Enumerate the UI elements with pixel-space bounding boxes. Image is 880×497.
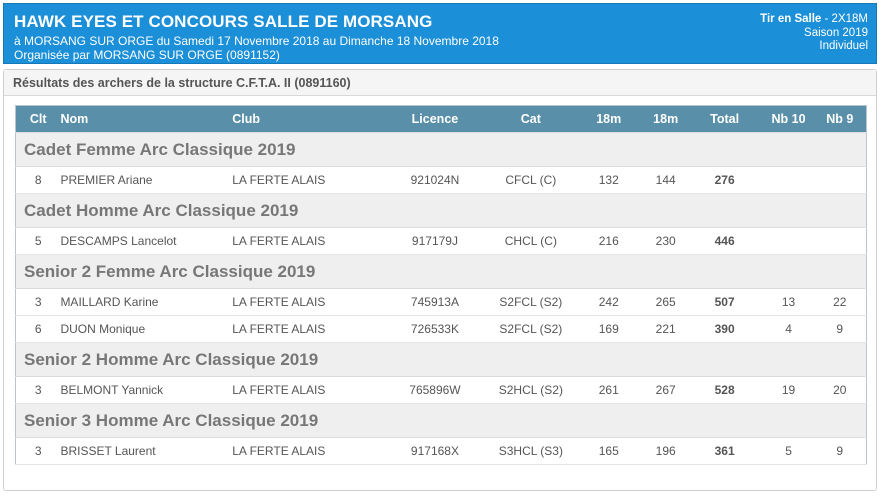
cell-nb10	[764, 167, 814, 194]
category-title: Senior 2 Homme Arc Classique 2019	[16, 343, 867, 377]
cell-nb9: 22	[814, 289, 867, 316]
table-row	[16, 167, 867, 194]
cell-nb10: 5	[764, 438, 814, 465]
cell-nom: BELMONT Yannick	[60, 377, 232, 404]
column-header-licence: Licence	[380, 106, 490, 133]
results-panel	[3, 69, 877, 491]
results-table	[15, 105, 867, 465]
cell-s1: 132	[572, 167, 646, 194]
cell-cat: S2FCL (S2)	[490, 289, 572, 316]
cell-clt: 3	[16, 377, 61, 404]
cell-clt: 6	[16, 316, 61, 343]
column-header-total: Total	[686, 106, 764, 133]
cell-cat: CHCL (C)	[490, 228, 572, 255]
cell-total: 528	[686, 377, 764, 404]
cell-licence: 745913A	[380, 289, 490, 316]
cell-licence: 917168X	[380, 438, 490, 465]
competition-distance: - 2X18M	[821, 13, 868, 25]
cell-nb10: 13	[764, 289, 814, 316]
cell-total: 361	[686, 438, 764, 465]
competition-dates: à MORSANG SUR ORGE du Samedi 17 Novembre 2018 au Dimanche 18 Novembre 2018	[14, 34, 499, 48]
table-header-row	[16, 106, 867, 133]
cell-total: 446	[686, 228, 764, 255]
cell-nb9	[814, 167, 867, 194]
column-header-clt: Clt	[16, 106, 61, 133]
cell-s1: 165	[572, 438, 646, 465]
cell-licence: 726533K	[380, 316, 490, 343]
competition-title: HAWK EYES ET CONCOURS SALLE DE MORSANG	[14, 12, 433, 31]
cell-nom: BRISSET Laurent	[60, 438, 232, 465]
cell-clt: 8	[16, 167, 61, 194]
column-header-nb9: Nb 9	[814, 106, 867, 133]
cell-s2: 230	[646, 228, 686, 255]
results-panel-title: Résultats des archers de la structure C.F.T.A. II (0891160)	[4, 70, 876, 96]
table-row	[16, 289, 867, 316]
cell-s1: 216	[572, 228, 646, 255]
cell-s1: 261	[572, 377, 646, 404]
cell-s1: 242	[572, 289, 646, 316]
category-group-row	[16, 343, 867, 377]
cell-club: LA FERTE ALAIS	[232, 316, 380, 343]
cell-nom: DESCAMPS Lancelot	[60, 228, 232, 255]
category-group-row	[16, 404, 867, 438]
cell-club: LA FERTE ALAIS	[232, 377, 380, 404]
category-group-row	[16, 194, 867, 228]
cell-clt: 5	[16, 228, 61, 255]
cell-nb9: 20	[814, 377, 867, 404]
column-header-nb10: Nb 10	[764, 106, 814, 133]
category-title: Cadet Homme Arc Classique 2019	[16, 194, 867, 228]
category-title: Cadet Femme Arc Classique 2019	[16, 133, 867, 167]
column-header-nom: Nom	[60, 106, 232, 133]
table-row	[16, 228, 867, 255]
cell-cat: S3HCL (S3)	[490, 438, 572, 465]
cell-nom: MAILLARD Karine	[60, 289, 232, 316]
cell-s2: 144	[646, 167, 686, 194]
cell-s1: 169	[572, 316, 646, 343]
cell-s2: 221	[646, 316, 686, 343]
column-header-18m-1: 18m	[572, 106, 646, 133]
cell-total: 390	[686, 316, 764, 343]
cell-total: 276	[686, 167, 764, 194]
cell-nb10: 4	[764, 316, 814, 343]
competition-header	[3, 3, 877, 64]
category-title: Senior 3 Homme Arc Classique 2019	[16, 404, 867, 438]
table-row	[16, 377, 867, 404]
cell-total: 507	[686, 289, 764, 316]
cell-nb9	[814, 228, 867, 255]
competition-organizer: Organisée par MORSANG SUR ORGE (0891152)	[14, 48, 280, 62]
cell-clt: 3	[16, 289, 61, 316]
cell-club: LA FERTE ALAIS	[232, 289, 380, 316]
cell-s2: 196	[646, 438, 686, 465]
cell-nb10	[764, 228, 814, 255]
cell-cat: S2FCL (S2)	[490, 316, 572, 343]
cell-nom: DUON Monique	[60, 316, 232, 343]
table-row	[16, 438, 867, 465]
cell-licence: 765896W	[380, 377, 490, 404]
competition-mode: Individuel	[819, 40, 868, 52]
cell-cat: S2HCL (S2)	[490, 377, 572, 404]
cell-cat: CFCL (C)	[490, 167, 572, 194]
column-header-18m-2: 18m	[646, 106, 686, 133]
cell-club: LA FERTE ALAIS	[232, 228, 380, 255]
competition-season: Saison 2019	[804, 26, 868, 39]
column-header-cat: Cat	[490, 106, 572, 133]
category-group-row	[16, 133, 867, 167]
cell-s2: 265	[646, 289, 686, 316]
cell-s2: 267	[646, 377, 686, 404]
cell-nb9: 9	[814, 316, 867, 343]
cell-licence: 917179J	[380, 228, 490, 255]
competition-type: Tir en Salle	[760, 13, 822, 25]
category-group-row	[16, 255, 867, 289]
cell-clt: 3	[16, 438, 61, 465]
cell-club: LA FERTE ALAIS	[232, 167, 380, 194]
results-body	[16, 133, 867, 465]
cell-licence: 921024N	[380, 167, 490, 194]
table-row	[16, 316, 867, 343]
cell-club: LA FERTE ALAIS	[232, 438, 380, 465]
cell-nb10: 19	[764, 377, 814, 404]
category-title: Senior 2 Femme Arc Classique 2019	[16, 255, 867, 289]
cell-nb9: 9	[814, 438, 867, 465]
cell-nom: PREMIER Ariane	[60, 167, 232, 194]
column-header-club: Club	[232, 106, 380, 133]
competition-info	[760, 13, 868, 54]
